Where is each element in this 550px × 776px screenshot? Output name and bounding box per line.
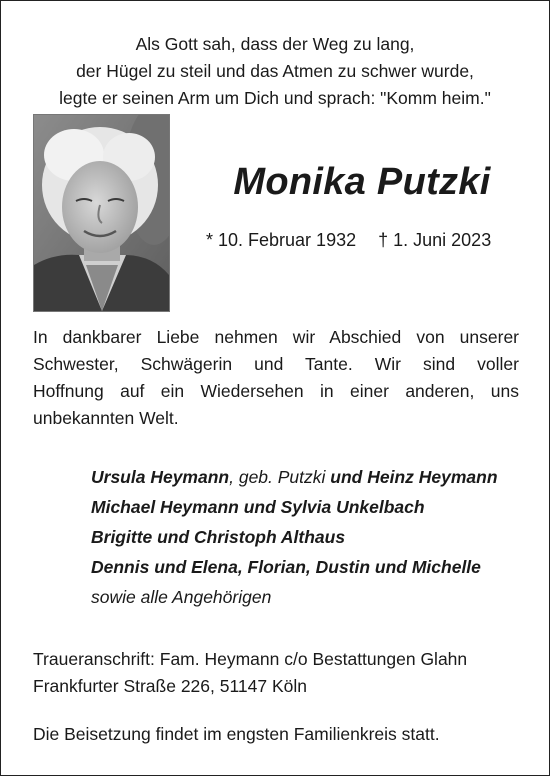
mourner-line: Dennis und Elena, Florian, Dustin und Michelle (91, 557, 481, 577)
mourner-partner: und Heinz Heymann (325, 467, 498, 487)
verse-line: Als Gott sah, dass der Weg zu lang, (135, 34, 415, 54)
mourning-address (33, 646, 467, 700)
message-line: Schwester, Schwägerin und Tante. Wir sind voller (33, 354, 519, 374)
mourner-name: Ursula Heymann (91, 467, 230, 487)
address-line: Frankfurter Straße 226, 51147 Köln (33, 676, 307, 696)
verse-line: der Hügel zu steil und das Atmen zu schwer wurde, (76, 61, 474, 81)
birth-name: , geb. Putzki (229, 467, 326, 487)
life-dates (206, 230, 491, 251)
death-date: † 1. Juni 2023 (378, 230, 492, 250)
mourner-line: sowie alle Angehörigen (91, 587, 272, 607)
memorial-verse (1, 31, 549, 112)
address-line: Traueranschrift: Fam. Heymann c/o Bestattungen Glahn (33, 649, 468, 669)
verse-line: legte er seinen Arm um Dich und sprach: "Komm heim." (59, 88, 491, 108)
funeral-note: Die Beisetzung findet im engsten Familienkreis statt. (33, 724, 440, 744)
mourner-line: Michael Heymann und Sylvia Unkelbach (91, 497, 425, 517)
farewell-message (33, 324, 519, 432)
message-line: Hoffnung auf ein Wiedersehen in einer anderen, uns (33, 381, 519, 401)
mourner-line (91, 462, 498, 492)
deceased-name: Monika Putzki (233, 161, 491, 203)
portrait-photo (33, 114, 170, 312)
message-line: In dankbarer Liebe nehmen wir Abschied von unserer (33, 327, 519, 347)
mourners-list (91, 462, 498, 612)
message-line: unbekannten Welt. (33, 408, 179, 428)
mourner-line: Brigitte und Christoph Althaus (91, 527, 346, 547)
birth-date: * 10. Februar 1932 (206, 230, 357, 250)
portrait-image (34, 115, 169, 311)
